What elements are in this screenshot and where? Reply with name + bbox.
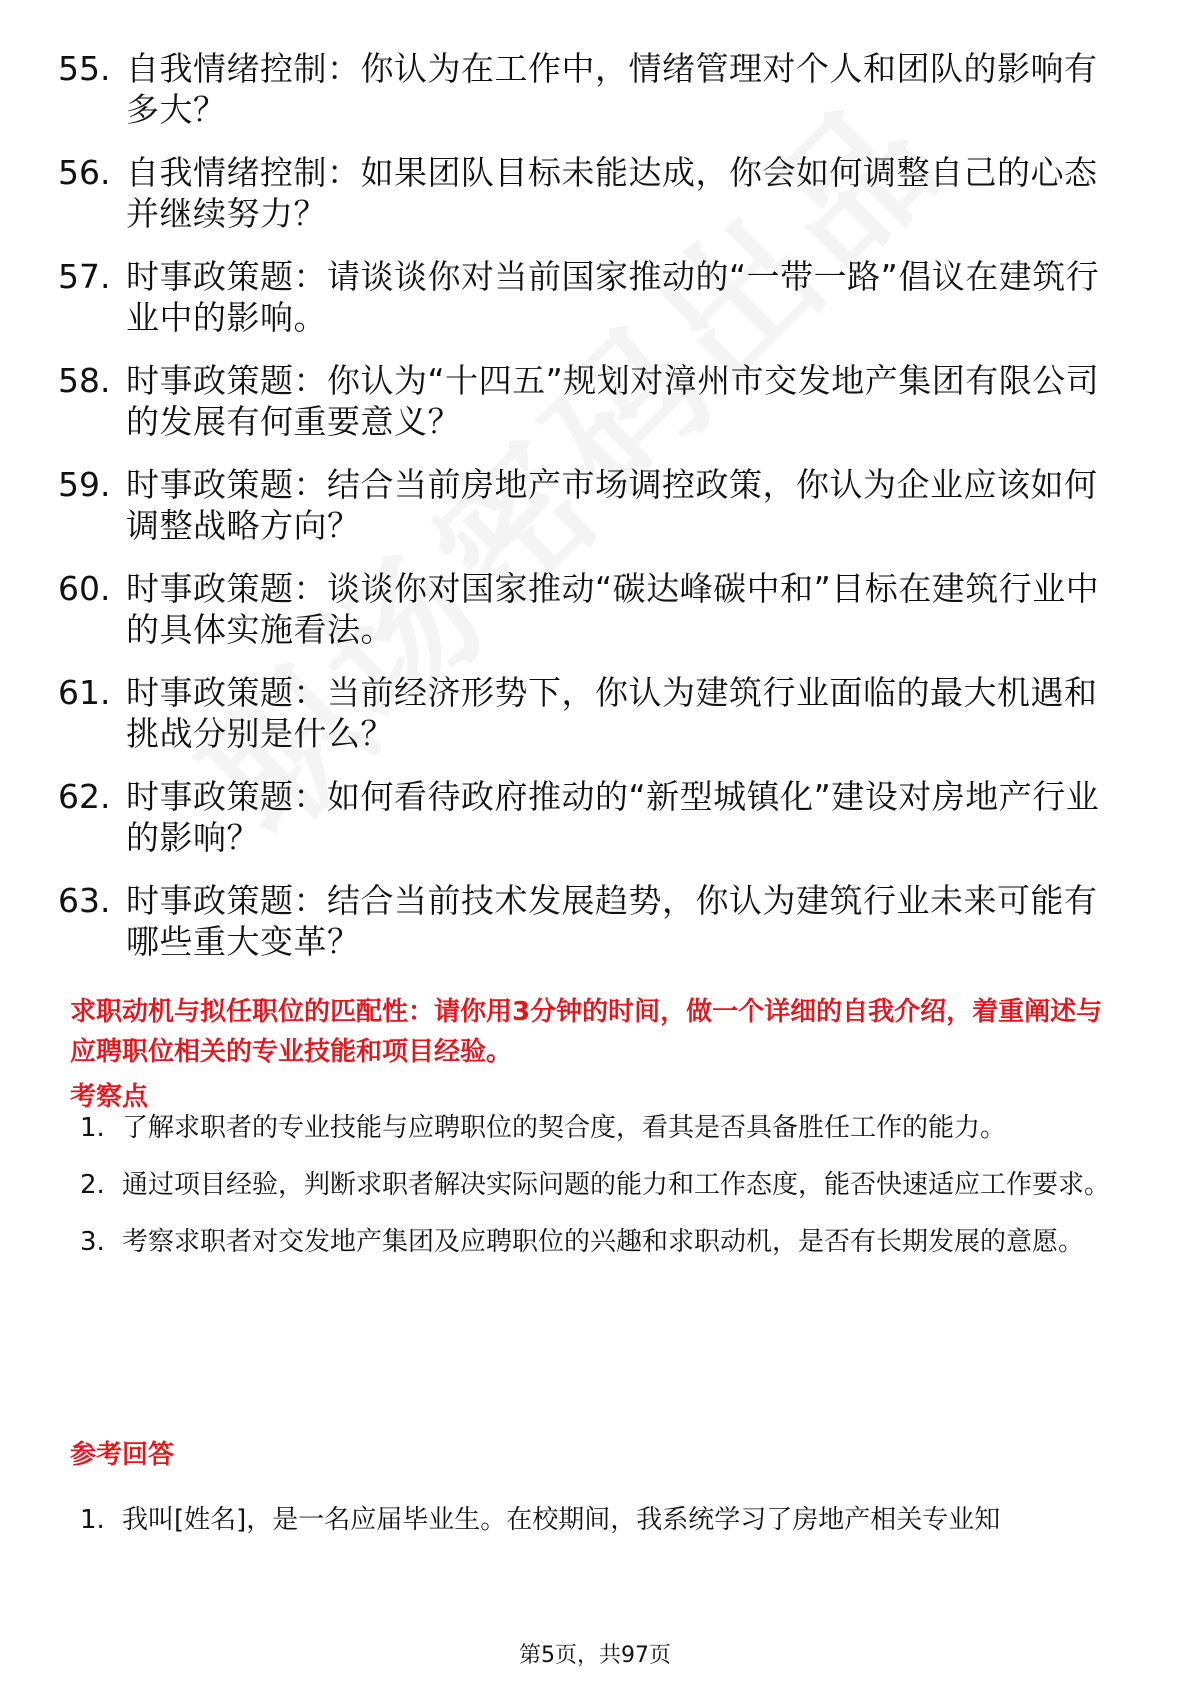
- question-text: 时事政策题：结合当前房地产市场调控政策，你认为企业应该如何调整战略方向？: [126, 465, 1098, 545]
- question-text: 时事政策题：请谈谈你对当前国家推动的“一带一路”倡议在建筑行业中的影响。: [126, 257, 1100, 337]
- answer-list: [80, 1492, 1120, 1549]
- section-title: 求职动机与拟任职位的匹配性：请你用3分钟的时间，做一个详细的自我介绍，着重阐述与应聘职位相关的专业技能和项目经验。: [70, 997, 1103, 1067]
- question-number: 61.: [58, 673, 111, 712]
- question-item: [58, 152, 1118, 234]
- answer-heading: 参考回答: [70, 1440, 175, 1470]
- question-text: 时事政策题：当前经济形势下，你认为建筑行业面临的最大机遇和挑战分别是什么？: [126, 673, 1098, 753]
- list-text: 通过项目经验，判断求职者解决实际问题的能力和工作态度，能否快速适应工作要求。: [122, 1170, 1111, 1200]
- question-item: [58, 48, 1118, 130]
- question-text: 自我情绪控制：你认为在工作中，情绪管理对个人和团队的影响有多大？: [126, 49, 1098, 129]
- points-list: [80, 1100, 1120, 1271]
- question-text: 时事政策题：你认为“十四五”规划对漳州市交发地产集团有限公司的发展有何重要意义？: [126, 361, 1100, 441]
- list-item: [80, 1157, 1120, 1214]
- question-number: 55.: [58, 49, 111, 88]
- question-number: 58.: [58, 361, 111, 400]
- question-item: [58, 568, 1118, 650]
- question-text: 时事政策题：谈谈你对国家推动“碳达峰碳中和”目标在建筑行业中的具体实施看法。: [126, 569, 1100, 649]
- list-number: 1.: [80, 1113, 105, 1143]
- question-number: 62.: [58, 777, 111, 816]
- question-item: [58, 880, 1118, 962]
- page-footer: 第5页，共97页: [519, 1643, 671, 1668]
- points-heading: 考察点: [70, 1082, 149, 1112]
- question-item: [58, 672, 1118, 754]
- list-text: 了解求职者的专业技能与应聘职位的契合度，看其是否具备胜任工作的能力。: [122, 1113, 1007, 1143]
- list-number: 2.: [80, 1170, 105, 1200]
- question-item: [58, 256, 1118, 338]
- list-item: [80, 1100, 1120, 1157]
- question-item: [58, 464, 1118, 546]
- list-text: 考察求职者对交发地产集团及应聘职位的兴趣和求职动机，是否有长期发展的意愿。: [122, 1227, 1085, 1257]
- list-number: 1.: [80, 1505, 105, 1535]
- question-text: 自我情绪控制：如果团队目标未能达成，你会如何调整自己的心态并继续努力？: [126, 153, 1098, 233]
- question-number: 63.: [58, 881, 111, 920]
- question-text: 时事政策题：结合当前技术发展趋势，你认为建筑行业未来可能有哪些重大变革？: [126, 881, 1098, 961]
- question-text: 时事政策题：如何看待政府推动的“新型城镇化”建设对房地产行业的影响？: [126, 777, 1100, 857]
- question-item: [58, 776, 1118, 858]
- list-item: [80, 1214, 1120, 1271]
- list-text: 我叫[姓名]，是一名应届毕业生。在校期间，我系统学习了房地产相关专业知: [122, 1505, 1001, 1535]
- question-number: 57.: [58, 257, 111, 296]
- question-number: 59.: [58, 465, 111, 504]
- question-number: 56.: [58, 153, 111, 192]
- question-list: [58, 48, 1118, 984]
- list-number: 3.: [80, 1227, 105, 1257]
- list-item: [80, 1492, 1120, 1549]
- question-item: [58, 360, 1118, 442]
- question-number: 60.: [58, 569, 111, 608]
